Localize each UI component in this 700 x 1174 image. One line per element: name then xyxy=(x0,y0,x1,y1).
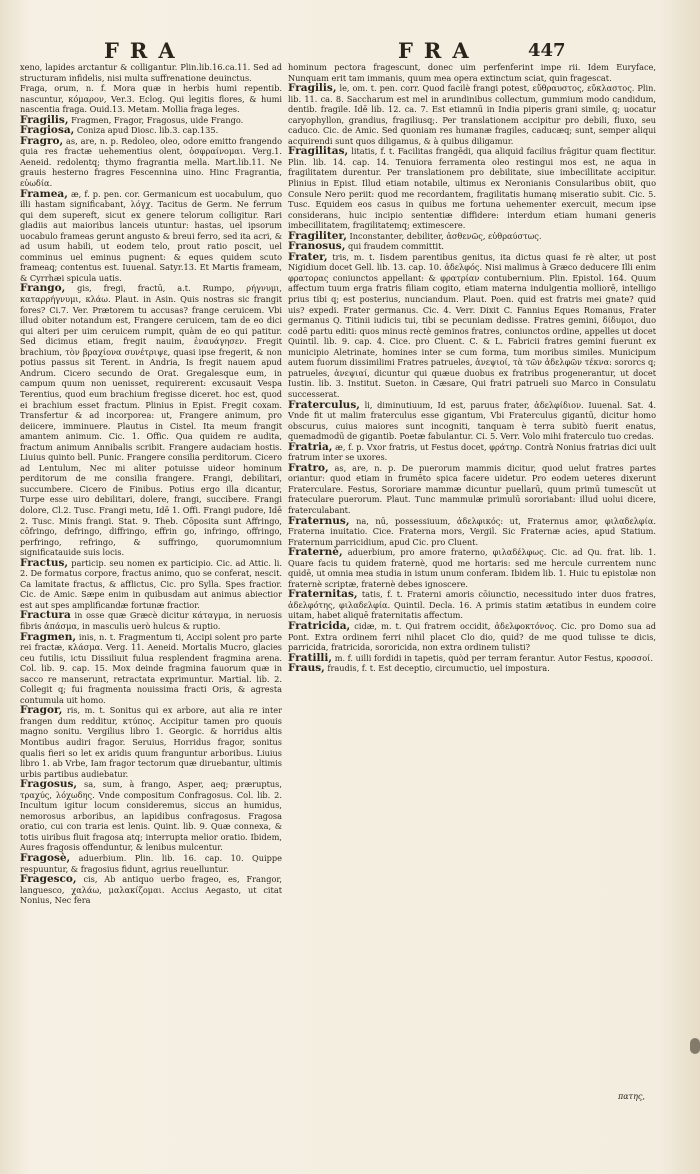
entry-headword: Fragosè, xyxy=(20,852,71,865)
entry-headword: Franosus, xyxy=(288,240,346,253)
entry-text: æ, f. p. Vxor fratris, ut Festus docet, φράτηρ. Contrà Nonius fratrias dici uult fratrum inter se uxores. xyxy=(288,441,656,463)
dictionary-entry xyxy=(20,779,282,853)
entry-text: tris, m. t. Iisdem parentibus genitus, ita dictus quasi fe rè alter, ut post Nigidium docet Gell. lib. 13. cap. 10. ἀδελφός. Nisi malimus à Græco deducere Illi enim φρατορας coniunctos appellant: & φρατρίαν contubernium. Plin. Epistol. 164. Quum affectum tuum erga fratris filiam cogito, etiam materna indulgentia molliorē, intelligo prius tibi q; est posterius, nunciandum. Plaut. Poen. quid est fratris mei gnate? quid uis? expedi. Frater germanus. Cic. 4. Verr. Dixit C. Fannius Eques Romanus, Frater germanus Q. Titinii iudicis tui, tibi se pecuniam dedisse. Fratres gemini, δίδυμοι, duo codē partu editi: quos minus rectè geminos fratres, coniunctos ordine, appelles ut docet Quintil. lib. 9. cap. 4. Cice. pro Cluent. C. & L. Fabricii fratres gemini fuerunt ex municipio Aletrinate, homines inter se cum forma, tum moribus similes. Municipum autem fuorum dissimilimi Fratres patrueles, ἀνεψιοί, τὰ τῶν ἀδελφῶν τέκνα: sororcs q; patrueles, ἀνεψιαί, dicuntur qui quæue duobus ex fratribus progenerantur, ut docet Iustin. lib. 3. Institut. Sueton. in Cæsare, Qui fratri patrueli suo Marco in Consulatu successerat. xyxy=(288,251,656,399)
entry-text: Coniza apud Diosc. lib.3. cap.135. xyxy=(76,125,219,136)
entry-headword: Fratria, xyxy=(288,440,333,453)
header-left-word: FRA xyxy=(104,38,186,63)
entry-text: inis, n. t. Fragmentum ti, Accipi solent pro parte rei fractæ, κλάσμα. Verg. 11. Aeneid. Mortalis Mucro, glacies ceu futilis, ictu Dissiliuit fulua resplendent fragmina arena. Col. lib. 9. cap. 15. Mox deinde fragmina fauorum quæ in sacco re manserunt, retractata exprimuntur. Martial. lib. 2. Collegit q; fui fragmenta nouissima fracti Oris, & agresta contumula uit homo. xyxy=(20,631,282,705)
entry-headword: Frango, xyxy=(20,282,66,295)
entry-text: hominum pectora fragescunt, donec uim perfenferint impe rii. Idem Euryface, Nunquam erit tam immanis, quum mea opera extinctum sciat, quin fragescat. xyxy=(288,62,656,83)
entry-headword: Fragilis, xyxy=(20,113,69,126)
entry-text: tatis, f. t. Fraterni amoris cōiunctio, necessitudo inter duos fratres, ἀδελφότης, φιλαδελφία. Quintil. Decla. 16. A primis statim ætatibus in eundem coire uitam, habet aliquē fraternitatis affectum. xyxy=(288,589,656,621)
entry-headword: Fragilitas, xyxy=(288,145,349,158)
catchword: πατης, xyxy=(618,1092,645,1101)
dictionary-entry xyxy=(20,136,282,189)
dictionary-entry xyxy=(288,241,656,252)
entry-headword: Fractus, xyxy=(20,556,69,569)
entry-text: in osse quæ Græcè dicitur κάταγμα, in neruosis fibris ἀπάσμα, in masculis uerò hulcus & ruptio. xyxy=(20,610,282,631)
dictionary-entry xyxy=(288,252,656,400)
entry-text: li, diminutiuum, Id est, paruus frater, ἀδελφίδιον. Iuuenal. Sat. 4. Vnde fit ut malim fraterculus esse gigantum, Vbi Fraterculus gigantū, dicitur homo obscurus, cuius maiores sunt incogniti, tanquam è terra subitò fuerit enatus, quemadmodū de gigantib. Poetæ fabulantur. Ci. 5. Verr. Volo mihi fraterculo tuo credas. xyxy=(288,399,656,442)
entry-headword: Fraternus, xyxy=(288,514,350,527)
dictionary-entry xyxy=(288,62,656,83)
entry-text: particip. seu nomen ex participio. Cic. ad Attic. li. 2. De formatus corpore, fractus animo, quo se conferat, nescit. Ca lamitate fractus, & afflictus, Cic. pro Sylla. Spes fractior. Cic. de Amic. Sæpe enim in quibusdam aut animus abiectior est aut spes amplificandæ fortunæ fractior. xyxy=(20,557,282,610)
entry-headword: Fragilis, xyxy=(288,82,337,95)
entry-text: Fragmen, Fragor, Fragosus, uide Frango. xyxy=(71,114,244,125)
entry-headword: Fraternè, xyxy=(288,546,343,559)
entry-headword: Fragmen, xyxy=(20,630,77,643)
dictionary-entry xyxy=(20,874,282,906)
entry-headword: Fragro, xyxy=(20,134,64,147)
entry-text: gis, fregi, fractū, a.t. Rumpo, ρήγνυμι, καταρρήγνυμι, κλάω. Plaut. in Asin. Quis nostras sic frangit fores? Ci.7. Ver. Prætorem tu accusas? frange ceruicem. Vbi illud obiter notandum est, Frangere ceruicem, tam de eo dici qui alteri per uim ceruicem rumpit, quàm de eo qui patitur. Sed dicimus etiam, fregit nauim, ἐναυάγησεν. Fregit brachium, τὸν βραχίονα συνέτριψε, quasi ipse fregerit, & non potius passus sit Terent. in Andria, Is fregit nauem apud Andrum. Cicero secundo de Orat. Gregalesque eum, in campum quum non uenisset, requirerent: excusauit Vespa Terentius, quod eum brachium fregisse diceret. hoc est, quod ei brachium esset fractum. Plinius in Epist. Fregit coxam. Transfertur & ad incorporea: ut, Frangere animum, pro deiicere, imminuere. Plautus in Cistel. Ita meum frangit amantem animum. Cic. 1. Offic. Qua quidem re audita, fractum animum Annibalis scribit. Frangere audaciam hostis. Liuius quinto bell. Punic. Frangere consilia perditorum. Cicero ad Lentulum, Nec mi aliter potuisse uideor hominum perditorum de me consilia frangere. Frangi, debilitari, succumbere. Cicero de Finibus. Potius ergo illa dicantur, Turpe esse uiro debilitari, dolere, frangi, succibere. Frangi dolore, Cl.2. Tusc. Frangi metu, Idē 1. Offi. Frangi pudore, Idē 2. Tusc. Minis frangi. Stat. 9. Theb. Cōposita sunt Affringo, cōfringo, defringo, diffringo, effrin go, infringo, offringo, perfringo, refringo, & suffringo, quorumomnium significatauide suis locis. xyxy=(20,283,282,558)
dictionary-entry xyxy=(20,558,282,611)
entry-text: le, om. t. pen. corr. Quod facilè frangi potest, εὔθραυστος, εὔκλαστος. Plin. lib. 11. ca. 8. Saccharum est mel in arundinibus collectum, gummium modo candidum, dentib. fragile. Idē lib. 12. ca. 7. Est etiamnū in India piperis grani simile, q; uocatur caryophyllon, grandius, fragiliusq;. Per translationem accipitur pro debili, fluxo, seu caduco. Cic. de Amic. Sed quoniam res humanæ fragiles, caducæq; sunt, semper aliqui acquirendi sunt quos diligamus, & à quibus diligamur. xyxy=(288,83,656,146)
header-right-word: FRA xyxy=(398,38,480,63)
dictionary-entry xyxy=(20,610,282,631)
ink-smudge xyxy=(690,1038,700,1054)
dictionary-entry xyxy=(288,442,656,463)
dictionary-entry xyxy=(20,189,282,284)
entry-headword: Frater, xyxy=(288,250,328,263)
dictionary-entry xyxy=(288,83,656,146)
entry-headword: Fragiosa, xyxy=(20,124,75,137)
entry-headword: Fratilli, xyxy=(288,651,333,664)
dictionary-entry xyxy=(20,705,282,779)
entry-text: cis, Ab antiquo uerbo frageo, es, Frangor, languesco, χαλάω, μαλακίζομαι. Accius Aegasto, ut citat Nonius, Nec fera xyxy=(20,874,282,906)
entry-text: aduerbium. Plin. lib. 16. cap. 10. Quippe respuuntur, & fragosius fidunt, agrius reuelluntur. xyxy=(20,853,282,874)
entry-text: as, are, n. p. De puerorum mammis dicitur, quod uelut fratres partes oriantur: quod etiam in frumēto spica facere uidetur. Pro eodem ueteres dixerunt Fraterculare. Festus, Sororiare mammæ dicuntur puellarū, quum primū tumescūt ut frateculare puerorum. Plaut. Tunc mammulæ primulū sororiabant: illud uolui dicere, fraterculabant. xyxy=(288,462,656,515)
dictionary-entry xyxy=(288,463,656,516)
entry-headword: Fractura xyxy=(20,609,71,622)
dictionary-entry xyxy=(20,853,282,874)
entry-headword: Fratro, xyxy=(288,461,329,474)
dictionary-entry xyxy=(288,663,656,674)
entry-text: Fraga, orum, n. f. Mora quæ in herbis humi repentib. nascuntur, κόμαρον, Ver.3. Eclog. Qui legitis flores, & humi nascentia fraga. Ouid.13. Metam. Mollia fraga leges. xyxy=(20,83,282,115)
entry-text: na, nū, possessiuum, ἀδελφικός: ut, Fraternus amor, φιλαδελφία. Fraterna inuitatio. Cice. Fraterna mors, Vergil. Sic Fraternæ acies, apud Statium. Fraternum parricidium, apud Cic. pro Cluent. xyxy=(288,515,656,547)
dictionary-entry xyxy=(20,632,282,706)
entry-headword: Fragiliter, xyxy=(288,229,347,242)
entry-headword: Fragor, xyxy=(20,704,63,717)
entry-headword: Fraternitas, xyxy=(288,588,358,601)
entry-text: litatis, f. t. Facilitas frangēdi, qua aliquid facilius frāgitur quam flectitur. Plin. lib. 14. cap. 14. Tenuiora ferramenta oleo restingui mos est, ne aqua in fragilitatem durentur. Per translationem pro debilitate, siue imbecillitate accipitur. Plinius in Epist. Illud etiam notabile, ultimus ex Neronianis Consularibus obiit, quo Consule Nero periit: quod me recordantem, fragilitatis humanę miseratio subit. Cic. 5. Tusc. Equidem eos casus in quibus me fortuna uehementer exercuit, mecum ipse considerans, huic incipio sententiæ diffidere: interdum etiam humani generis imbecillitatem, fragilitatemq; extimescere. xyxy=(288,146,656,231)
entry-headword: Fratricida, xyxy=(288,619,351,632)
dictionary-entry xyxy=(288,516,656,548)
dictionary-entry xyxy=(288,621,656,653)
dictionary-entry xyxy=(288,547,656,589)
entry-headword: Fragosus, xyxy=(20,778,78,791)
dictionary-entry xyxy=(20,283,282,557)
entry-text: fraudis, f. t. Est deceptio, circumuctio, uel impostura. xyxy=(327,663,550,674)
entry-headword: Framea, xyxy=(20,187,68,200)
entry-text: xeno, lapides arctantur & colligantur. Plin.lib.16.ca.11. Sed ad structuram infidelis, nisi multa suffrenatione deuinctus. xyxy=(20,62,282,83)
dictionary-entry xyxy=(288,146,656,230)
dictionary-entry xyxy=(288,653,656,664)
dictionary-entry xyxy=(288,400,656,442)
dictionary-entry xyxy=(20,62,282,83)
left-column xyxy=(20,62,282,1132)
entry-text: sa, sum, à frango, Asper, aeq; præruptus, τραχύς, λόχωδης. Vnde compositum Confragosus. Col. lib. 2. Incultum igitur locum consideremus, siccus an humidus, nemorosus arboribus, an lapidibus confragosus. Fragosa oratio, cui con traria est lenis. Quint. lib. 9. Quæ connexa, & totis uiribus fluit fragosa atq; interrupta melior oratio. Ibidem, Aures fragosis offenduntur, & lenibus mulcentur. xyxy=(20,779,282,853)
entry-text: m. f. uilli fordidi in tapetis, quòd per terram ferantur. Autor Festus, κροσσοί. xyxy=(334,652,653,663)
entry-headword: Fragesco, xyxy=(20,873,77,886)
entry-text: qui fraudem committit. xyxy=(347,241,445,252)
entry-text: cidæ, m. t. Qui fratrem occidit, ἀδελφοκτόνος. Cic. pro Domo sua ad Pont. Extra ordinem ferri nihil placet Clo dio, quid? de me quod tulisse te dicis, parricida, fratricida, sororicida, non extra ordinem tulisti? xyxy=(288,620,656,653)
entry-text: ris, m. t. Sonitus qui ex arbore, aut alia re inter frangen dum redditur, κτύπος. Accipitur tamen pro quouis magno sonitu. Vergilius libro 1. Georgic. & horridus altis Montibus audiri fragor. Seruius, Horridus fragor, sonitus qualis fieri so let ex aridis quum franguntur arboribus. Liuius libro 1. ab Vrbe, Iam fragor tectorum quæ diruebantur, ultimis urbis partibus audiebatur. xyxy=(20,705,282,779)
page-number: 447 xyxy=(528,40,566,61)
entry-text: as, are, n. p. Redoleo, oleo, odore emitto frangendo quia res fractæ uehementius olent, ὀσφραίνομαι. Verg.1. Aeneid. redolentq; thymo fragrantia mella. Mart.lib.11. Ne grauis hesterno fragres Fescennina uino. Hinc Fragrantia, εὐωδία. xyxy=(20,135,282,189)
entry-headword: Fraus, xyxy=(288,662,325,675)
entry-text: aduerbium, pro amore fraterno, φιλαδέλφως. Cic. ad Qu. frat. lib. 1. Quare facis tu quidem fraternè, quod me hortaris: sed me hercule currentem nunc quidē, ut omnia mea studia in istum unum conferam. Ibidem lib. 1. Huic tu epistolæ non fraternè scriptæ, fraternè debes ignoscere. xyxy=(288,547,656,589)
entry-text: æ, f. p. pen. cor. Germanicum est uocabulum, quo illi hastam significabant, λόγχ. Tacitus de Germ. Ne ferrum qui dem supereft, sicut ex genere telorum colligitur. Rari gladiis aut maioribus lanceis utuntur: hastas, uel ipsorum uocabulo frameas gerunt angusto & breui ferro, sed ita acri, & ad usum habili, ut eodem telo, prout ratio poscit, uel comminus uel eminus pugnent: & eques quidem scuto frameaq; contentus est. Iuuenal. Satyr.13. Et Martis frameam, & Cyrrhæi spicula uatis. xyxy=(20,188,282,283)
dictionary-entry xyxy=(20,83,282,115)
entry-text: Inconstanter, debiliter, ἀσθενῶς, εὐθραύστως. xyxy=(349,230,542,241)
right-column xyxy=(288,62,656,1132)
dictionary-entry xyxy=(288,589,656,621)
entry-headword: Fraterculus, xyxy=(288,398,360,411)
